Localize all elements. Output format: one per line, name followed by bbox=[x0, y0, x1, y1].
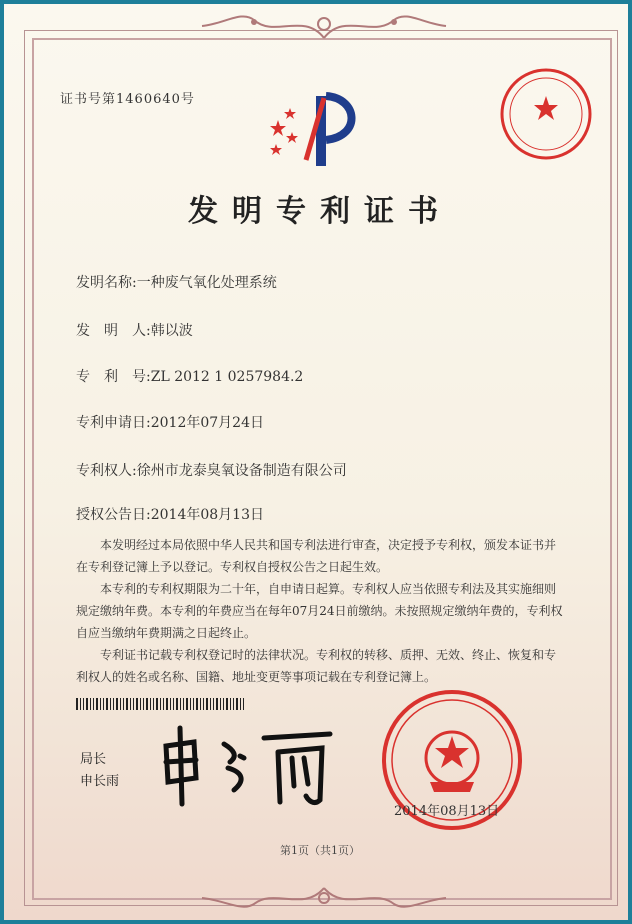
small-red-seal-icon bbox=[498, 66, 594, 162]
field-patentee: 专利权人:徐州市龙泰臭氧设备制造有限公司 bbox=[76, 463, 347, 479]
certificate-body bbox=[76, 534, 566, 688]
field-invention-name: 发明名称:一种废气氧化处理系统 bbox=[76, 275, 277, 291]
field-grant-date: 授权公告日:2014年08月13日 bbox=[76, 507, 264, 523]
body-paragraph-3: 专利证书记载专利权登记时的法律状况。专利权的转移、质押、无效、终止、恢复和专利权人的姓名或名称、国籍、地址变更等事项记载在专利登记簿上。 bbox=[76, 648, 557, 684]
handwritten-signature-icon bbox=[154, 716, 344, 816]
certificate-number: 证书号第1460640号 bbox=[60, 92, 195, 107]
page-number: 第1页（共1页） bbox=[280, 844, 360, 857]
director-name: 申长雨 bbox=[80, 774, 120, 789]
body-paragraph-1: 本发明经过本局依照中华人民共和国专利法进行审查，决定授予专利权，颁发本证书并在专利登记簿上予以登记。专利权自授权公告之日起生效。 bbox=[76, 538, 557, 574]
field-patent-number: 专 利 号:ZL 2012 1 0257984.2 bbox=[76, 369, 304, 385]
patent-office-logo-icon bbox=[266, 90, 366, 170]
top-ornament-icon bbox=[194, 8, 454, 42]
director-title: 局长 bbox=[80, 752, 107, 767]
barcode-icon bbox=[76, 698, 246, 710]
bottom-ornament-icon bbox=[194, 884, 454, 914]
field-application-date: 专利申请日:2012年07月24日 bbox=[76, 415, 264, 431]
certificate-title: 发明专利证书 bbox=[188, 194, 452, 229]
seal-date: 2014年08月13日 bbox=[394, 804, 500, 819]
field-inventor: 发 明 人:韩以波 bbox=[76, 323, 193, 339]
certificate-paper bbox=[4, 4, 628, 920]
body-paragraph-2: 本专利的专利权期限为二十年，自申请日起算。专利权人应当依照专利法及其实施细则规定缴纳年费。本专利的年费应当在每年07月24日前缴纳。未按照规定缴纳年费的，专利权自应当缴纳年费期满之日起终止。 bbox=[76, 582, 563, 640]
